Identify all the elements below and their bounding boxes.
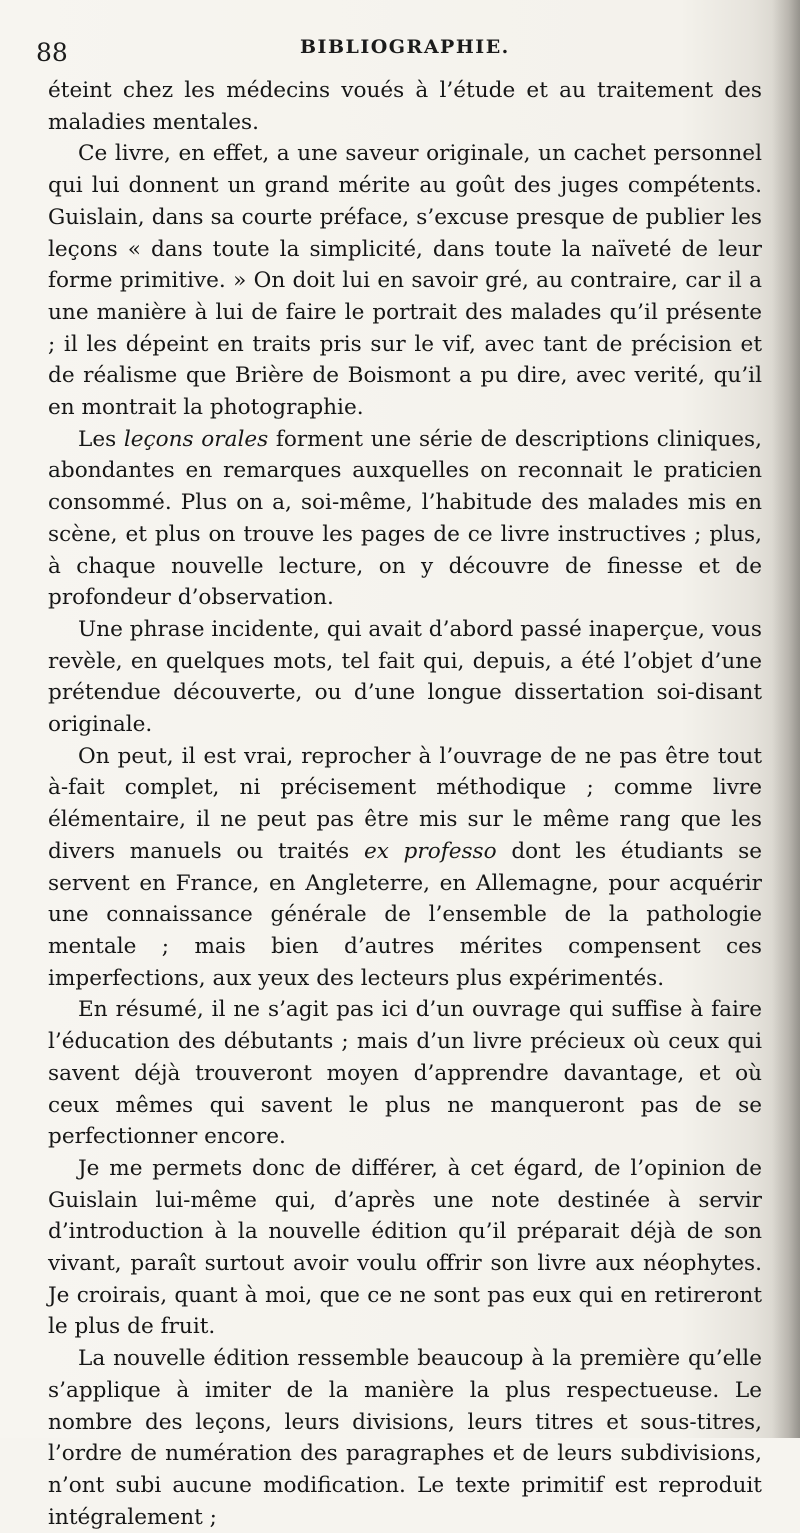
italic-title-lecons-orales: leçons orales <box>123 426 269 452</box>
italic-phrase-ex-professo: ex professo <box>363 838 497 864</box>
paragraph-6 <box>48 994 762 1153</box>
paragraph-text: éteint chez les médecins voués à l’étude et au traitement des maladies mentales. <box>48 78 762 135</box>
paragraph-5 <box>48 741 762 995</box>
paragraph-text: Ce livre, en effet, a une saveur originale, un cachet personnel qui lui donnent un grand mérite au goût des juges compétents. Guislain, dans sa courte préface, s’excuse presque de publier les leçons « dans toute la simplicité, dans toute la naïveté de leur forme primitive. » On doit lui en savoir gré, au contraire, car il a une manière à lui de faire le portrait des malades qu’il présente ; il les dépeint en traits pris sur le vif, avec tant de précision et de réalisme que Brière de Boismont a pu dire, avec verité, qu’il en montrait la photographie. <box>48 141 762 421</box>
page-number: 88 <box>36 38 68 67</box>
paragraph-3 <box>48 424 762 614</box>
running-title: BIBLIOGRAPHIE. <box>300 36 510 58</box>
paragraph-1 <box>48 75 762 138</box>
paragraph-7 <box>48 1153 762 1343</box>
paragraph-8 <box>48 1343 762 1533</box>
paragraph-text: Une phrase incidente, qui avait d’abord passé inaperçue, vous revèle, en quelques mots, tel fait qui, depuis, a été l’objet d’une prétendue découverte, ou d’une longue dissertation soi-disant originale. <box>48 616 763 738</box>
paragraph-2 <box>48 138 762 423</box>
page-gutter-shadow <box>772 0 800 1438</box>
paragraph-text: Les <box>78 426 124 452</box>
paragraph-text: La nouvelle édition ressemble beaucoup à la première qu’elle s’applique à imiter de la manière la plus respectueuse. Le nombre des leçons, leurs divisions, leurs titres et sous-titres, l’ordre de numération des paragraphes et de leurs subdivisions, n’ont subi aucune modification. Le texte primitif est reproduit intégralement ; <box>48 1346 762 1530</box>
paragraph-4 <box>48 614 762 741</box>
body-text <box>48 75 762 1533</box>
paragraph-text: Je me permets donc de différer, à cet égard, de l’opinion de Guislain lui-même qui, d’après une note destinée à servir d’introduction à la nouvelle édition qu’il préparait déjà de son vivant, paraît surtout avoir voulu offrir son livre aux néophytes. Je croirais, quant à moi, que ce ne sont pas eux qui en retireront le plus de fruit. <box>48 1155 762 1340</box>
paragraph-text: On peut, il est vrai, reprocher à l’ouvrage de ne pas être tout à-fait complet, ni précisement méthodique ; comme livre élémentaire, il ne peut pas être mis sur le même rang que les divers manuels ou traités <box>48 743 762 864</box>
paragraph-text: dont les étudiants se servent en France, en Angleterre, en Allemagne, pour acquérir une connaissance générale de l’ensemble de la pathologie mentale ; mais bien d’autres mérites compensent ces imperfections, aux yeux des lecteurs plus expérimentés. <box>48 838 762 991</box>
paragraph-text: forment une série de descriptions cliniques, abondantes en remarques auxquelles on reconnait le praticien consommé. Plus on a, soi-même, l’habitude des malades mis en scène, et plus on trouve les pages de ce livre instructives ; plus, à chaque nouvelle lecture, on y découvre de finesse et de profondeur d’observation. <box>48 426 762 611</box>
page-header <box>36 36 776 76</box>
paragraph-text: En résumé, il ne s’agit pas ici d’un ouvrage qui suffise à faire l’éducation des débutants ; mais d’un livre précieux où ceux qui savent déjà trouveront moyen d’apprendre davantage, et où ceux mêmes qui savent le plus ne manqueront pas de se perfectionner encore. <box>48 997 762 1150</box>
